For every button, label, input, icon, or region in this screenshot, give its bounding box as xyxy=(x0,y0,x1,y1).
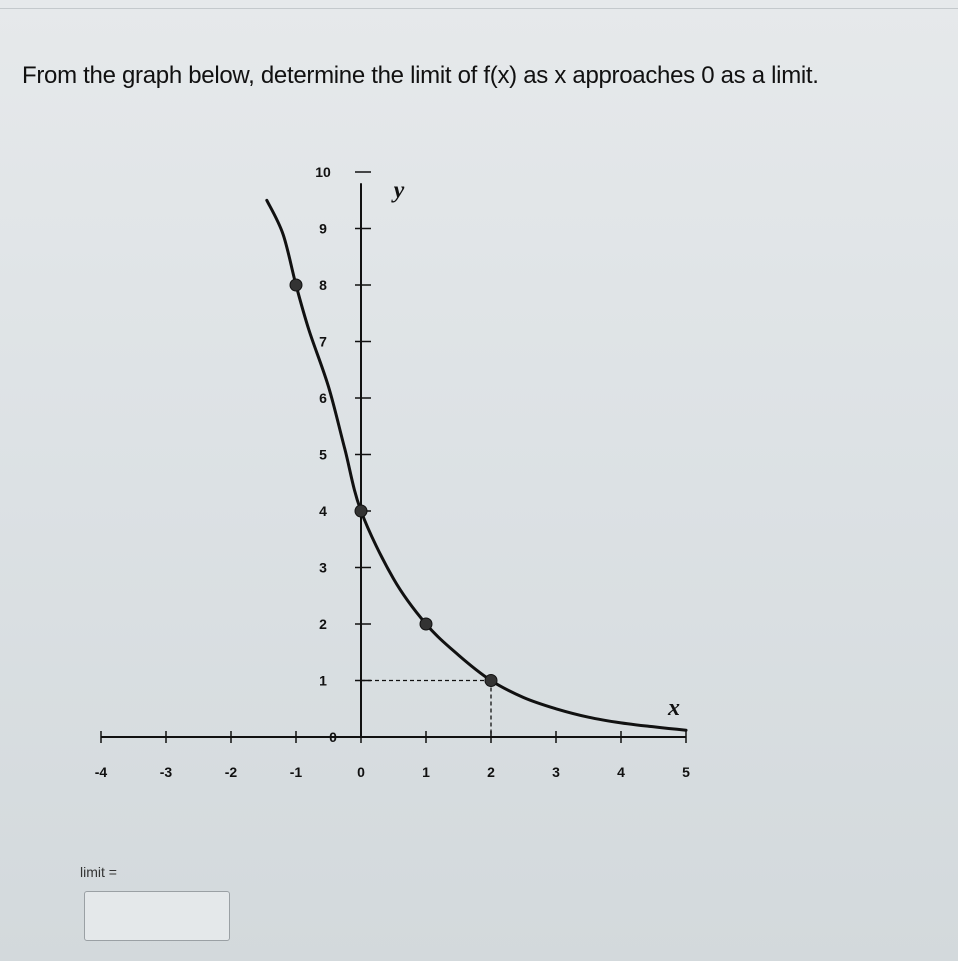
y-tick-label: 7 xyxy=(319,333,327,350)
y-tick-label: 3 xyxy=(319,559,327,576)
x-tick-label: -2 xyxy=(224,764,238,780)
function-curve xyxy=(267,200,686,730)
x-tick-label: -3 xyxy=(159,764,173,780)
y-tick-label: 10 xyxy=(315,164,331,180)
y-tick-label: 6 xyxy=(319,390,327,406)
curve-point xyxy=(485,675,497,687)
limit-answer-input[interactable] xyxy=(84,891,230,941)
y-tick-label: 1 xyxy=(319,672,327,689)
curve-point xyxy=(420,618,432,630)
x-tick-label: 1 xyxy=(422,764,430,780)
y-axis-label: y xyxy=(393,177,405,204)
y-tick-label: 2 xyxy=(319,616,327,632)
question-text: From the graph below, determine the limit of f(x) as x approaches 0 as a limit. xyxy=(22,62,819,89)
y-tick-label: 0 xyxy=(329,729,337,745)
x-tick-label: 5 xyxy=(682,764,690,780)
x-axis-label: x xyxy=(668,695,680,721)
x-tick-label: 2 xyxy=(487,764,495,780)
y-tick-label: 5 xyxy=(319,446,327,463)
y-tick-label: 8 xyxy=(319,277,327,293)
x-tick-label: -1 xyxy=(289,764,303,780)
y-tick-label: 9 xyxy=(319,220,327,237)
x-tick-label: 3 xyxy=(552,764,560,780)
curve-point xyxy=(355,505,367,517)
x-tick-label: 4 xyxy=(617,764,625,780)
answer-label: limit = xyxy=(80,864,117,880)
curve-point xyxy=(290,279,302,291)
y-tick-label: 4 xyxy=(319,503,327,519)
x-tick-label: 0 xyxy=(357,764,365,780)
x-tick-label: -4 xyxy=(94,764,108,780)
